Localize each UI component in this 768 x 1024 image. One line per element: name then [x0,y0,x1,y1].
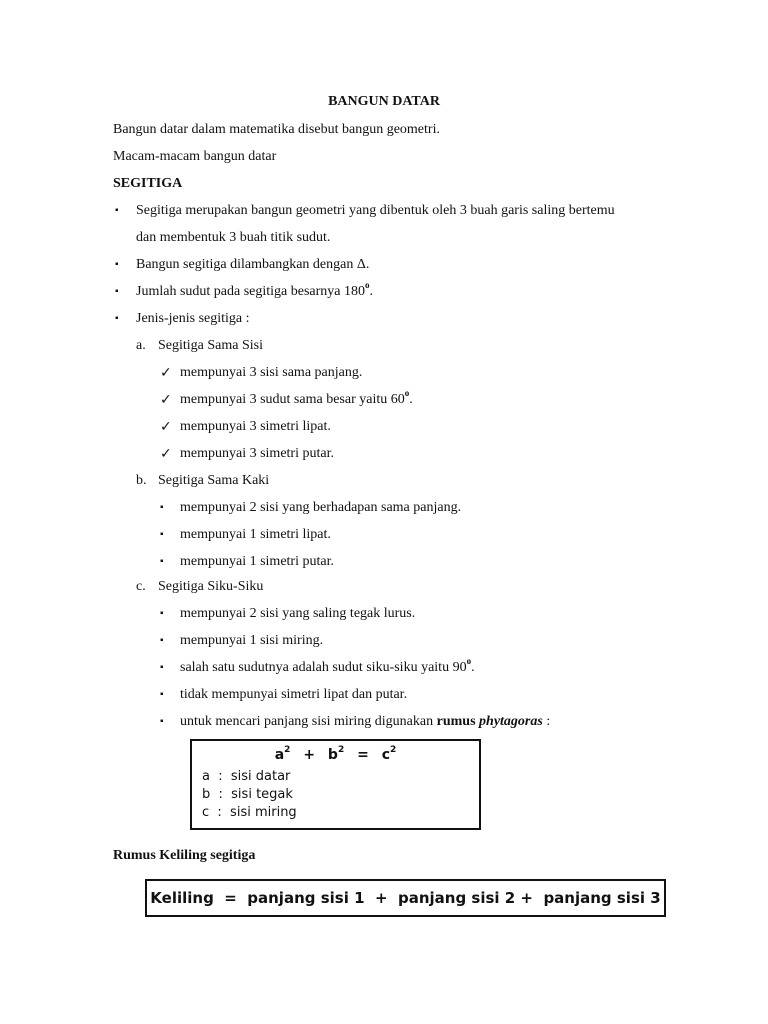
bullet-3-period: . [369,284,374,299]
formula-c: c [381,747,391,763]
pythagoras-formula [192,747,479,763]
type-c-item-1: mempunyai 2 sisi yang saling tegak lurus. [180,606,416,621]
type-b-marker: b. [136,473,147,488]
type-c-label: Segitiga Siku-Siku [158,579,264,594]
type-a-item-3: mempunyai 3 simetri lipat. [180,419,331,434]
definition-a: a : sisi datar [202,769,291,784]
formula-plus: + [303,747,316,763]
intro-text: Bangun datar dalam matematika disebut bangun geometri. [113,122,440,137]
check-icon: ✓ [160,392,172,408]
type-a-item-2-period: . [409,392,413,407]
bullet-marker: ▪ [160,662,164,673]
degree-mark: o [466,656,472,667]
bullet-marker: ▪ [160,716,164,727]
type-a-label: Segitiga Sama Sisi [158,338,263,353]
degree-mark: o [365,280,370,291]
bullet-1-line-1: Segitiga merupakan bangun geometri yang dibentuk oleh 3 buah garis saling bertemu [136,203,615,218]
type-c-item-5-bold: rumus [436,714,480,729]
check-icon: ✓ [160,446,172,462]
type-c-item-3-text: salah satu sudutnya adalah sudut siku-siku yaitu 90 [180,660,467,675]
bullet-marker: ▪ [160,635,164,646]
bullet-3 [136,280,374,301]
type-b-item-1: mempunyai 2 sisi yang berhadapan sama panjang. [180,500,462,515]
type-c-item-5-colon: : [542,714,551,729]
formula-b: b [327,747,338,763]
bullet-marker: ▪ [160,556,164,567]
bullet-marker: ▪ [115,286,119,297]
bullet-marker: ▪ [160,608,164,619]
type-c-item-5-text: untuk mencari panjang sisi miring digunakan [180,714,437,729]
bullet-marker: ▪ [160,502,164,513]
formula-a: a [274,747,285,763]
type-a-item-2-text: mempunyai 3 sudut sama besar yaitu 60 [180,392,405,407]
definition-c: c : sisi miring [202,805,297,820]
type-a-marker: a. [136,338,146,353]
bullet-marker: ▪ [160,689,164,700]
type-c-item-5 [180,713,550,731]
formula-exponent: 2 [390,745,397,756]
bullet-2: Bangun segitiga dilambangkan dengan Δ. [136,257,370,272]
type-c-item-5-bolditalic: phytagoras [479,714,543,729]
bullet-marker: ▪ [160,529,164,540]
type-c-item-2: mempunyai 1 sisi miring. [180,633,324,648]
formula-exponent: 2 [284,745,291,756]
bullet-3-text: Jumlah sudut pada segitiga besarnya 180 [136,284,366,299]
formula-exponent: 2 [337,745,345,756]
degree-mark: o [404,388,410,399]
type-b-item-2: mempunyai 1 simetri lipat. [180,527,331,542]
bullet-marker: ▪ [115,259,119,270]
page-title: BANGUN DATAR [328,94,440,109]
pythagoras-formula-box [190,739,481,830]
bullet-marker: ▪ [115,205,119,216]
bullet-4: Jenis-jenis segitiga : [136,311,250,326]
keliling-formula-box: Keliling = panjang sisi 1 + panjang sisi 2 + panjang sisi 3 [145,879,666,917]
type-c-marker: c. [136,579,146,594]
type-b-item-3: mempunyai 1 simetri putar. [180,554,334,569]
bullet-marker: ▪ [115,313,119,324]
type-c-item-3 [180,656,475,677]
keliling-heading: Rumus Keliling segitiga [113,848,256,863]
type-c-item-4: tidak mempunyai simetri lipat dan putar. [180,687,408,702]
type-a-item-4: mempunyai 3 simetri putar. [180,446,334,461]
check-icon: ✓ [160,419,172,435]
definition-b: b : sisi tegak [202,787,293,802]
type-b-label: Segitiga Sama Kaki [158,473,270,488]
type-a-item-2 [180,388,413,409]
type-c-item-3-period: . [471,660,475,675]
subtitle-text: Macam-macam bangun datar [113,149,277,164]
formula-equals: = [357,747,369,763]
check-icon: ✓ [160,365,172,381]
section-heading-segitiga: SEGITIGA [113,176,183,191]
type-a-item-1: mempunyai 3 sisi sama panjang. [180,365,363,380]
bullet-1-line-2: dan membentuk 3 buah titik sudut. [136,230,331,245]
